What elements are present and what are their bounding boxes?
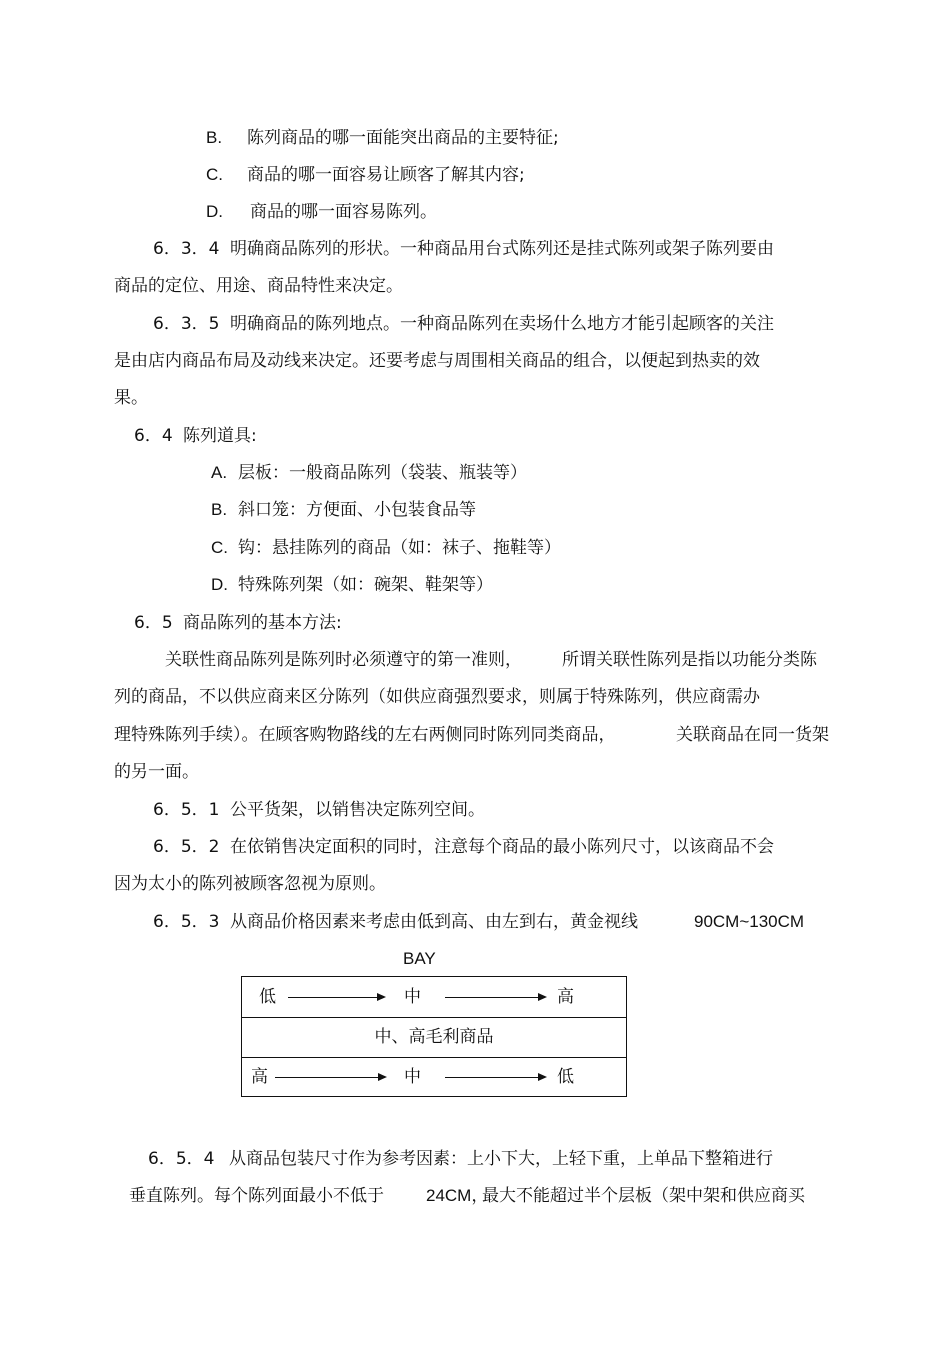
list-item-c: 商品的哪一面容易让顾客了解其内容;: [247, 165, 525, 185]
bay-row3-end-label: 低: [557, 1067, 574, 1087]
bay-title: BAY: [403, 949, 436, 968]
tool-letter-a: A.: [211, 463, 228, 482]
paragraph-6-5-4-line2c: 最大不能超过半个层板（架中架和供应商买: [482, 1186, 805, 1206]
section-title-6-4: 陈列道具:: [183, 426, 257, 446]
section-number-6-5: 6．5: [134, 613, 173, 633]
bay-diagram: [241, 976, 627, 1097]
arrow-right-icon: [275, 1077, 385, 1078]
paragraph-6-5-line3a: 理特殊陈列手续）。在顾客购物路线的左右两侧同时陈列同类商品，: [114, 725, 616, 745]
section-number-6-5-4: 6．5．4: [148, 1149, 215, 1169]
paragraph-6-3-5-line3: 果。: [114, 388, 148, 408]
section-number-6-3-4: 6．3．4: [153, 239, 220, 259]
paragraph-6-5-4-line2a: 垂直陈列。每个陈列面最小不低于: [129, 1186, 384, 1206]
arrow-right-icon: [445, 997, 545, 998]
list-letter-d: D.: [206, 202, 223, 221]
tool-item-c: 钩：悬挂陈列的商品（如：袜子、拖鞋等）: [238, 538, 561, 558]
paragraph-6-5-2-line2: 因为太小的陈列被顾客忽视为原则。: [114, 874, 386, 894]
bay-row1-middle-label: 中: [404, 987, 421, 1007]
bay-row2-label: 中、高毛利商品: [374, 1027, 494, 1047]
tool-letter-c: C.: [211, 538, 228, 557]
paragraph-6-5-line1b: 所谓关联性陈列是指以功能分类陈: [562, 650, 817, 670]
section-number-6-5-3: 6．5．3: [153, 912, 220, 932]
section-number-6-5-2: 6．5．2: [153, 837, 220, 857]
golden-sight-range: 90CM~130CM: [694, 912, 805, 931]
paragraph-6-5-3: 从商品价格因素来考虑由低到高、由左到右，黄金视线: [230, 912, 638, 932]
tool-item-a: 层板：一般商品陈列（袋装、瓶装等）: [238, 463, 527, 483]
paragraph-6-5-2-line1: 在依销售决定面积的同时，注意每个商品的最小陈列尺寸，以该商品不会: [230, 837, 774, 857]
paragraph-6-3-5-line2: 是由店内商品布局及动线来决定。还要考虑与周围相关商品的组合，以便起到热卖的效: [114, 351, 760, 371]
paragraph-6-3-5-line1: 明确商品的陈列地点。一种商品陈列在卖场什么地方才能引起顾客的关注: [230, 314, 774, 334]
bay-row-margin: [242, 1017, 626, 1058]
arrow-right-icon: [288, 997, 384, 998]
list-letter-c: C.: [206, 165, 223, 184]
section-number-6-5-1: 6．5．1: [153, 800, 220, 820]
tool-item-b: 斜口笼：方便面、小包装食品等: [238, 500, 476, 520]
section-number-6-3-5: 6．3．5: [153, 314, 220, 334]
paragraph-6-5-line2: 列的商品，不以供应商来区分陈列（如供应商强烈要求，则属于特殊陈列，供应商需办: [114, 687, 760, 707]
paragraph-6-5-line3b: 关联商品在同一货架: [676, 725, 829, 745]
tool-letter-b: B.: [211, 500, 228, 519]
bay-row3-start-label: 高: [251, 1067, 268, 1087]
list-item-b: 陈列商品的哪一面能突出商品的主要特征;: [247, 128, 559, 148]
arrow-right-icon: [445, 1077, 545, 1078]
bay-row-price-low-to-high: [242, 977, 626, 1018]
paragraph-6-3-4-line2: 商品的定位、用途、商品特性来决定。: [114, 276, 403, 296]
min-face-size: 24CM，: [426, 1186, 489, 1205]
paragraph-6-5-line1a: 关联性商品陈列是陈列时必须遵守的第一准则，: [165, 650, 522, 670]
section-number-6-4: 6．4: [134, 426, 173, 446]
bay-row3-middle-label: 中: [404, 1067, 421, 1087]
section-title-6-5: 商品陈列的基本方法:: [183, 613, 342, 633]
paragraph-6-5-line4: 的另一面。: [114, 762, 199, 782]
list-item-d: 商品的哪一面容易陈列。: [250, 202, 437, 222]
list-letter-b: B.: [206, 128, 223, 147]
paragraph-6-3-4-line1: 明确商品陈列的形状。一种商品用台式陈列还是挂式陈列或架子陈列要由: [230, 239, 774, 259]
bay-row1-start-label: 低: [259, 987, 276, 1007]
bay-row1-end-label: 高: [557, 987, 574, 1007]
paragraph-6-5-4-line1: 从商品包装尺寸作为参考因素：上小下大，上轻下重，上单品下整箱进行: [229, 1149, 773, 1169]
tool-item-d: 特殊陈列架（如：碗架、鞋架等）: [238, 575, 493, 595]
bay-row-price-high-to-low: [242, 1057, 626, 1096]
paragraph-6-5-1: 公平货架，以销售决定陈列空间。: [230, 800, 485, 820]
tool-letter-d: D.: [211, 575, 228, 594]
